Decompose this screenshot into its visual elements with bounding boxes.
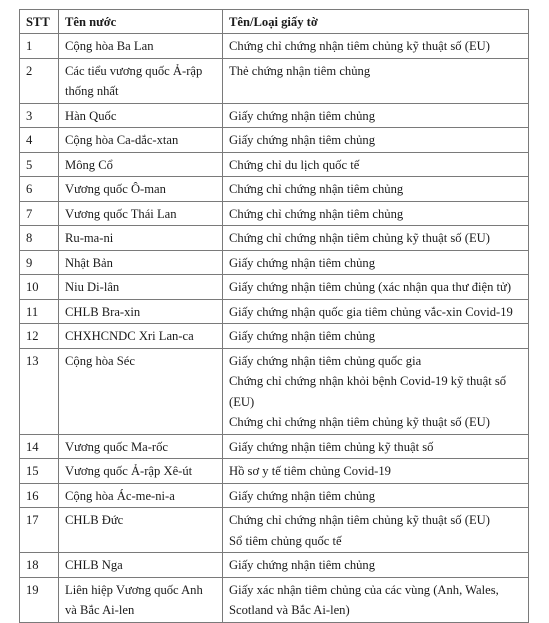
row-document-cell [223, 483, 529, 508]
document-item: Giấy chứng nhận tiêm chủng [229, 329, 376, 343]
row-document-cell [223, 152, 529, 177]
row-document-cell [223, 434, 529, 459]
table-row [20, 459, 529, 484]
row-document-cell [223, 103, 529, 128]
document-item: Giấy xác nhận tiêm chủng của các vùng (Anh, Wales, Scotland và Bắc Ai-len) [229, 582, 499, 617]
document-item: Sổ tiêm chủng quốc tế [229, 533, 342, 548]
row-country-cell: Các tiểu vương quốc Ả-rập thống nhất [59, 58, 223, 103]
table-row [20, 201, 529, 226]
document-item: Chứng chỉ chứng nhận tiêm chủng kỹ thuật số (EU) [229, 513, 490, 527]
row-country-cell: CHLB Nga [59, 553, 223, 578]
row-country-cell: Hàn Quốc [59, 103, 223, 128]
row-country-cell: Cộng hòa Ba Lan [59, 34, 223, 59]
row-country-cell: Niu Di-lân [59, 275, 223, 300]
row-document-cell [223, 299, 529, 324]
row-stt-cell: 9 [20, 250, 59, 275]
document-item: Chứng chỉ du lịch quốc tế [229, 157, 360, 172]
table-row [20, 152, 529, 177]
row-country-cell: Liên hiệp Vương quốc Anh và Bắc Ai-len [59, 577, 223, 622]
document-item: Giấy chứng nhận tiêm chủng [229, 558, 376, 572]
row-document-cell [223, 58, 529, 103]
document-item: Giấy chứng nhận quốc gia tiêm chủng vắc-xin Covid-19 [229, 304, 513, 319]
table-row [20, 34, 529, 59]
row-document-cell [223, 459, 529, 484]
row-country-cell: Ru-ma-ni [59, 226, 223, 251]
table-row [20, 226, 529, 251]
document-item: Giấy chứng nhận tiêm chủng (xác nhận qua thư điện tử) [229, 280, 512, 294]
row-stt-cell: 1 [20, 34, 59, 59]
row-document-cell [223, 577, 529, 622]
row-document-cell [223, 508, 529, 553]
document-item: Chứng chỉ chứng nhận tiêm chủng kỹ thuật số (EU) [229, 39, 490, 53]
row-document-cell [223, 553, 529, 578]
row-document-cell [223, 324, 529, 349]
table-row [20, 324, 529, 349]
document-item: Giấy chứng nhận tiêm chủng [229, 108, 376, 123]
row-stt-cell: 11 [20, 299, 59, 324]
row-document-cell [223, 201, 529, 226]
row-stt-cell: 13 [20, 348, 59, 434]
row-stt-cell: 8 [20, 226, 59, 251]
row-document-cell [223, 275, 529, 300]
document-item: Giấy chứng nhận tiêm chủng [229, 133, 376, 147]
row-country-cell: Vương quốc Ả-rập Xê-út [59, 459, 223, 484]
table-row [20, 299, 529, 324]
document-item: Giấy chứng nhận tiêm chủng [229, 255, 376, 270]
row-document-cell [223, 226, 529, 251]
row-stt-cell: 14 [20, 434, 59, 459]
row-country-cell: Cộng hòa Séc [59, 348, 223, 434]
row-country-cell: Vương quốc Ô-man [59, 177, 223, 202]
row-stt-cell: 18 [20, 553, 59, 578]
table-row [20, 483, 529, 508]
table-row [20, 250, 529, 275]
row-stt-cell: 5 [20, 152, 59, 177]
row-country-cell: Cộng hòa Ác-me-ni-a [59, 483, 223, 508]
row-country-cell: Vương quốc Ma-rốc [59, 434, 223, 459]
table-row [20, 577, 529, 622]
row-stt-cell: 10 [20, 275, 59, 300]
row-stt-cell: 19 [20, 577, 59, 622]
document-item: Giấy chứng nhận tiêm chủng [229, 488, 376, 503]
table-body [20, 34, 529, 623]
document-item: Thẻ chứng nhận tiêm chủng [229, 63, 371, 78]
row-country-cell: CHXHCNDC Xri Lan-ca [59, 324, 223, 349]
row-stt-cell: 2 [20, 58, 59, 103]
row-stt-cell: 3 [20, 103, 59, 128]
table-header-row [20, 10, 529, 34]
document-item: Hồ sơ y tế tiêm chủng Covid-19 [229, 464, 391, 478]
table-row [20, 177, 529, 202]
row-country-cell: Nhật Bản [59, 250, 223, 275]
vaccination-certificate-table [19, 9, 529, 623]
row-document-cell [223, 250, 529, 275]
row-country-cell: Mông Cổ [59, 152, 223, 177]
table-row [20, 553, 529, 578]
row-document-cell [223, 348, 529, 434]
document-item: Giấy chứng nhận tiêm chủng quốc gia [229, 353, 422, 368]
table-row [20, 128, 529, 153]
table-row [20, 434, 529, 459]
row-country-cell: CHLB Bra-xin [59, 299, 223, 324]
document-item: Giấy chứng nhận tiêm chủng kỹ thuật số [229, 439, 434, 454]
table-row [20, 58, 529, 103]
row-country-cell: CHLB Đức [59, 508, 223, 553]
document-item: Chứng chỉ chứng nhận tiêm chủng kỹ thuật số (EU) [229, 231, 490, 245]
row-country-cell: Cộng hòa Ca-dắc-xtan [59, 128, 223, 153]
row-stt-cell: 6 [20, 177, 59, 202]
document-item: Chứng chỉ chứng nhận khỏi bệnh Covid-19 kỹ thuật số (EU) [229, 374, 507, 409]
row-country-cell: Vương quốc Thái Lan [59, 201, 223, 226]
row-stt-cell: 12 [20, 324, 59, 349]
header-stt: STT [20, 10, 59, 34]
table-row [20, 275, 529, 300]
row-stt-cell: 16 [20, 483, 59, 508]
table-row [20, 508, 529, 553]
row-stt-cell: 7 [20, 201, 59, 226]
table-row [20, 103, 529, 128]
row-stt-cell: 15 [20, 459, 59, 484]
document-item: Chứng chỉ chứng nhận tiêm chủng [229, 206, 404, 221]
table-row [20, 348, 529, 434]
document-item: Chứng chỉ chứng nhận tiêm chủng kỹ thuật số (EU) [229, 415, 490, 429]
document-item: Chứng chỉ chứng nhận tiêm chủng [229, 182, 404, 196]
row-document-cell [223, 128, 529, 153]
row-stt-cell: 4 [20, 128, 59, 153]
row-document-cell [223, 34, 529, 59]
row-stt-cell: 17 [20, 508, 59, 553]
header-country: Tên nước [59, 10, 223, 34]
row-document-cell [223, 177, 529, 202]
header-document: Tên/Loại giấy tờ [223, 10, 529, 34]
